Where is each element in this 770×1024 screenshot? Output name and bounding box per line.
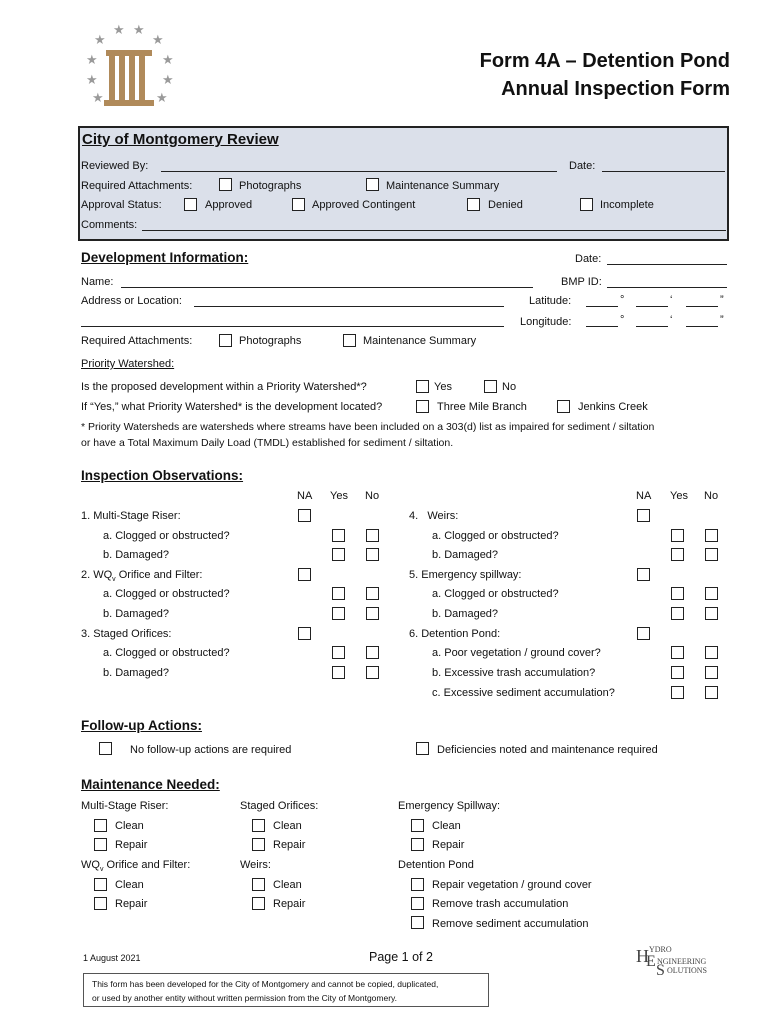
maint-spillway-heading: Emergency Spillway: bbox=[398, 800, 501, 812]
left-no-header: No bbox=[365, 490, 380, 502]
right-no-header: No bbox=[704, 490, 719, 502]
staged-damaged-yes-checkbox[interactable] bbox=[332, 666, 345, 679]
denied-checkbox[interactable] bbox=[467, 198, 480, 211]
spillway-na-checkbox[interactable] bbox=[637, 568, 650, 581]
svg-text:★: ★ bbox=[152, 33, 164, 48]
item-wq-orifice bbox=[81, 569, 202, 583]
pond-trash-no-checkbox[interactable] bbox=[705, 666, 718, 679]
longitude-sec-field[interactable] bbox=[686, 326, 718, 327]
incomplete-checkbox[interactable] bbox=[580, 198, 593, 211]
latitude-deg-symbol: ° bbox=[620, 294, 625, 306]
logo-e: E bbox=[646, 953, 656, 970]
maint-wq-prefix: WQ bbox=[81, 859, 100, 871]
notice-line1: This form has been developed for the City of Montgomery and cannot be copied, duplicated, bbox=[92, 979, 439, 989]
longitude-min-symbol: ‘ bbox=[670, 314, 673, 326]
maint-staged-heading: Staged Orifices: bbox=[240, 800, 319, 812]
maint-pond-trash-checkbox[interactable] bbox=[411, 897, 424, 910]
staged-clogged-yes-checkbox[interactable] bbox=[332, 646, 345, 659]
priority-yes-checkbox[interactable] bbox=[416, 380, 429, 393]
wq-damaged-no-checkbox[interactable] bbox=[366, 607, 379, 620]
spillway-damaged-yes-checkbox[interactable] bbox=[671, 607, 684, 620]
notice-line2: or used by another entity without written permission from the City of Montgomery. bbox=[92, 993, 398, 1003]
pond-na-checkbox[interactable] bbox=[637, 627, 650, 640]
approved-contingent-checkbox[interactable] bbox=[292, 198, 305, 211]
riser-clogged-label: a. Clogged or obstructed? bbox=[103, 530, 230, 542]
address-field-1[interactable] bbox=[194, 306, 504, 307]
left-na-header: NA bbox=[297, 490, 313, 502]
maint-pond-trash-label: Remove trash accumulation bbox=[432, 898, 569, 910]
item-multi-stage-riser: 1. Multi-Stage Riser: bbox=[81, 510, 181, 522]
spillway-damaged-no-checkbox[interactable] bbox=[705, 607, 718, 620]
staged-damaged-no-checkbox[interactable] bbox=[366, 666, 379, 679]
spillway-damaged-label: b. Damaged? bbox=[432, 608, 499, 620]
maint-weirs-repair-checkbox[interactable] bbox=[252, 897, 265, 910]
item-detention-pond: 6. Detention Pond: bbox=[409, 628, 501, 640]
watershed-note-line1: * Priority Watersheds are watersheds where streams have been included on a 303(d) list as impaired for sediment / siltation bbox=[81, 421, 655, 433]
svg-text:★: ★ bbox=[94, 33, 106, 48]
review-photographs-label: Photographs bbox=[239, 180, 302, 192]
svg-text:★: ★ bbox=[92, 91, 104, 106]
dev-attachments-label: Required Attachments: bbox=[81, 335, 193, 347]
maint-pond-vegetation-checkbox[interactable] bbox=[411, 878, 424, 891]
maint-wq-subscript: v bbox=[99, 866, 104, 874]
priority-watershed-heading: Priority Watershed: bbox=[81, 358, 175, 370]
riser-damaged-no-checkbox[interactable] bbox=[366, 548, 379, 561]
maint-spillway-clean-label: Clean bbox=[432, 820, 461, 832]
no-followup-checkbox[interactable] bbox=[99, 742, 112, 755]
pond-trash-label: b. Excessive trash accumulation? bbox=[432, 667, 596, 679]
item-weirs: 4. Weirs: bbox=[409, 510, 459, 522]
maint-pond-sediment-checkbox[interactable] bbox=[411, 916, 424, 929]
address-field-2[interactable] bbox=[81, 326, 504, 327]
approved-checkbox[interactable] bbox=[184, 198, 197, 211]
maint-riser-heading: Multi-Stage Riser: bbox=[81, 800, 169, 812]
maint-wq-suffix: Orifice and Filter: bbox=[103, 859, 191, 871]
weirs-na-checkbox[interactable] bbox=[637, 509, 650, 522]
maint-weirs-repair-label: Repair bbox=[273, 898, 306, 910]
pond-trash-yes-checkbox[interactable] bbox=[671, 666, 684, 679]
priority-yes-label: Yes bbox=[434, 381, 452, 393]
item-emergency-spillway: 5. Emergency spillway: bbox=[409, 569, 522, 581]
which-watershed-question: If “Yes,” what Priority Watershed* is the development located? bbox=[81, 401, 383, 413]
maint-wq-clean-checkbox[interactable] bbox=[94, 878, 107, 891]
spillway-clogged-yes-checkbox[interactable] bbox=[671, 587, 684, 600]
latitude-deg-field[interactable] bbox=[586, 306, 618, 307]
spillway-clogged-label: a. Clogged or obstructed? bbox=[432, 588, 559, 600]
maint-staged-repair-label: Repair bbox=[273, 839, 306, 851]
longitude-sec-symbol: ” bbox=[720, 314, 724, 326]
maint-staged-clean-checkbox[interactable] bbox=[252, 819, 265, 832]
bmp-id-field[interactable] bbox=[607, 287, 727, 288]
svg-text:★: ★ bbox=[162, 53, 174, 68]
priority-no-label: No bbox=[502, 381, 517, 393]
approved-label: Approved bbox=[205, 199, 253, 211]
maint-pond-heading: Detention Pond bbox=[398, 859, 474, 871]
reviewed-by-field[interactable] bbox=[161, 171, 557, 172]
review-attachments-label: Required Attachments: bbox=[81, 180, 193, 192]
logo-ydro: YDRO bbox=[649, 945, 672, 954]
staged-clogged-label: a. Clogged or obstructed? bbox=[103, 647, 230, 659]
right-yes-header: Yes bbox=[670, 490, 688, 502]
weirs-damaged-no-checkbox[interactable] bbox=[705, 548, 718, 561]
name-field[interactable] bbox=[121, 287, 533, 288]
weirs-clogged-yes-checkbox[interactable] bbox=[671, 529, 684, 542]
staged-damaged-label: b. Damaged? bbox=[103, 667, 170, 679]
approval-status-label: Approval Status: bbox=[81, 199, 162, 211]
jenkins-creek-label: Jenkins Creek bbox=[578, 401, 648, 413]
wq-subscript: v bbox=[112, 576, 116, 584]
staged-clogged-no-checkbox[interactable] bbox=[366, 646, 379, 659]
footer-date: 1 August 2021 bbox=[83, 953, 141, 963]
maint-weirs-heading: Weirs: bbox=[240, 859, 271, 871]
maint-spillway-repair-label: Repair bbox=[432, 839, 465, 851]
riser-clogged-yes-checkbox[interactable] bbox=[332, 529, 345, 542]
maint-riser-repair-checkbox[interactable] bbox=[94, 838, 107, 851]
page-number: Page 1 of 2 bbox=[369, 950, 433, 964]
form-title-line2: Annual Inspection Form bbox=[501, 78, 730, 100]
watershed-note-line2: or have a Total Maximum Daily Load (TMDL) established for sediment / siltation. bbox=[81, 437, 454, 449]
review-photographs-checkbox[interactable] bbox=[219, 178, 232, 191]
maint-wq-clean-label: Clean bbox=[115, 879, 144, 891]
spillway-clogged-no-checkbox[interactable] bbox=[705, 587, 718, 600]
incomplete-label: Incomplete bbox=[600, 199, 654, 211]
riser-clogged-no-checkbox[interactable] bbox=[366, 529, 379, 542]
deficiencies-label: Deficiencies noted and maintenance required bbox=[437, 744, 658, 756]
logo-s: S bbox=[656, 962, 665, 979]
latitude-label: Latitude: bbox=[529, 295, 572, 307]
denied-label: Denied bbox=[488, 199, 523, 211]
left-yes-header: Yes bbox=[330, 490, 348, 502]
pond-vegetation-yes-checkbox[interactable] bbox=[671, 646, 684, 659]
no-followup-label: No follow-up actions are required bbox=[130, 744, 292, 756]
city-seal-logo bbox=[80, 22, 180, 112]
address-label: Address or Location: bbox=[81, 295, 182, 307]
dev-date-label: Date: bbox=[575, 253, 602, 265]
item-staged-orifices: 3. Staged Orifices: bbox=[81, 628, 172, 640]
pond-sediment-yes-checkbox[interactable] bbox=[671, 686, 684, 699]
longitude-label: Longitude: bbox=[520, 316, 572, 328]
maint-weirs-clean-label: Clean bbox=[273, 879, 302, 891]
dev-maintenance-summary-checkbox[interactable] bbox=[343, 334, 356, 347]
wq-suffix: Orifice and Filter: bbox=[115, 569, 203, 581]
copyright-notice bbox=[83, 973, 489, 1007]
logo-olutions: OLUTIONS bbox=[667, 966, 707, 975]
wq-damaged-label: b. Damaged? bbox=[103, 608, 170, 620]
wq-clogged-no-checkbox[interactable] bbox=[366, 587, 379, 600]
riser-damaged-yes-checkbox[interactable] bbox=[332, 548, 345, 561]
wq-prefix: 2. WQ bbox=[81, 569, 113, 581]
priority-question: Is the proposed development within a Priority Watershed*? bbox=[81, 381, 367, 393]
deficiencies-checkbox[interactable] bbox=[416, 742, 429, 755]
inspection-title: Inspection Observations: bbox=[81, 468, 244, 483]
longitude-deg-symbol: ° bbox=[620, 314, 625, 326]
maint-spillway-repair-checkbox[interactable] bbox=[411, 838, 424, 851]
svg-text:★: ★ bbox=[156, 91, 168, 106]
review-maintenance-summary-label: Maintenance Summary bbox=[386, 180, 500, 192]
approved-contingent-label: Approved Contingent bbox=[312, 199, 416, 211]
logo-ngineering: NGINEERING bbox=[657, 957, 707, 966]
pond-vegetation-label: a. Poor vegetation / ground cover? bbox=[432, 647, 601, 659]
maint-spillway-clean-checkbox[interactable] bbox=[411, 819, 424, 832]
svg-text:★: ★ bbox=[113, 23, 125, 38]
maint-staged-repair-checkbox[interactable] bbox=[252, 838, 265, 851]
dev-photographs-label: Photographs bbox=[239, 335, 302, 347]
longitude-deg-field[interactable] bbox=[586, 326, 618, 327]
name-label: Name: bbox=[81, 276, 114, 288]
svg-text:★: ★ bbox=[86, 73, 98, 88]
review-title: City of Montgomery Review bbox=[82, 131, 279, 148]
maint-wq-repair-checkbox[interactable] bbox=[94, 897, 107, 910]
maint-weirs-clean-checkbox[interactable] bbox=[252, 878, 265, 891]
maint-wq-repair-label: Repair bbox=[115, 898, 148, 910]
maint-riser-repair-label: Repair bbox=[115, 839, 148, 851]
maint-pond-vegetation-label: Repair vegetation / ground cover bbox=[432, 879, 592, 891]
maint-staged-clean-label: Clean bbox=[273, 820, 302, 832]
weirs-clogged-label: a. Clogged or obstructed? bbox=[432, 530, 559, 542]
logo-h: H bbox=[636, 946, 649, 966]
latitude-sec-symbol: ” bbox=[720, 294, 724, 306]
maint-pond-sediment-label: Remove sediment accumulation bbox=[432, 918, 589, 930]
wq-na-checkbox[interactable] bbox=[298, 568, 311, 581]
maint-riser-clean-label: Clean bbox=[115, 820, 144, 832]
priority-no-checkbox[interactable] bbox=[484, 380, 497, 393]
maint-riser-clean-checkbox[interactable] bbox=[94, 819, 107, 832]
three-mile-branch-label: Three Mile Branch bbox=[437, 401, 527, 413]
hydro-engineering-logo bbox=[636, 944, 726, 980]
pond-vegetation-no-checkbox[interactable] bbox=[705, 646, 718, 659]
pond-sediment-no-checkbox[interactable] bbox=[705, 686, 718, 699]
bmp-id-label: BMP ID: bbox=[561, 276, 602, 288]
three-mile-branch-checkbox[interactable] bbox=[416, 400, 429, 413]
dev-photographs-checkbox[interactable] bbox=[219, 334, 232, 347]
maintenance-title: Maintenance Needed: bbox=[81, 777, 220, 792]
form-title-line1: Form 4A – Detention Pond bbox=[479, 50, 730, 72]
svg-text:★: ★ bbox=[86, 53, 98, 68]
reviewed-by-label: Reviewed By: bbox=[81, 160, 149, 172]
development-title: Development Information: bbox=[81, 250, 249, 265]
weirs-clogged-no-checkbox[interactable] bbox=[705, 529, 718, 542]
review-maintenance-summary-checkbox[interactable] bbox=[366, 178, 379, 191]
riser-na-checkbox[interactable] bbox=[298, 509, 311, 522]
maint-wq-heading bbox=[81, 859, 190, 873]
dev-date-field[interactable] bbox=[607, 264, 727, 265]
right-na-header: NA bbox=[636, 490, 652, 502]
wq-clogged-yes-checkbox[interactable] bbox=[332, 587, 345, 600]
svg-text:★: ★ bbox=[133, 23, 145, 38]
review-date-label: Date: bbox=[569, 160, 596, 172]
wq-clogged-label: a. Clogged or obstructed? bbox=[103, 588, 230, 600]
staged-na-checkbox[interactable] bbox=[298, 627, 311, 640]
review-date-field[interactable] bbox=[602, 171, 725, 172]
longitude-min-field[interactable] bbox=[636, 326, 668, 327]
weirs-damaged-label: b. Damaged? bbox=[432, 549, 499, 561]
comments-label: Comments: bbox=[81, 219, 138, 231]
weirs-damaged-yes-checkbox[interactable] bbox=[671, 548, 684, 561]
riser-damaged-label: b. Damaged? bbox=[103, 549, 170, 561]
latitude-sec-field[interactable] bbox=[686, 306, 718, 307]
pond-sediment-label: c. Excessive sediment accumulation? bbox=[432, 687, 615, 699]
svg-text:★: ★ bbox=[162, 73, 174, 88]
followup-title: Follow-up Actions: bbox=[81, 718, 202, 733]
comments-field[interactable] bbox=[142, 230, 726, 231]
latitude-min-symbol: ‘ bbox=[670, 294, 673, 306]
latitude-min-field[interactable] bbox=[636, 306, 668, 307]
dev-maintenance-summary-label: Maintenance Summary bbox=[363, 335, 477, 347]
wq-damaged-yes-checkbox[interactable] bbox=[332, 607, 345, 620]
jenkins-creek-checkbox[interactable] bbox=[557, 400, 570, 413]
